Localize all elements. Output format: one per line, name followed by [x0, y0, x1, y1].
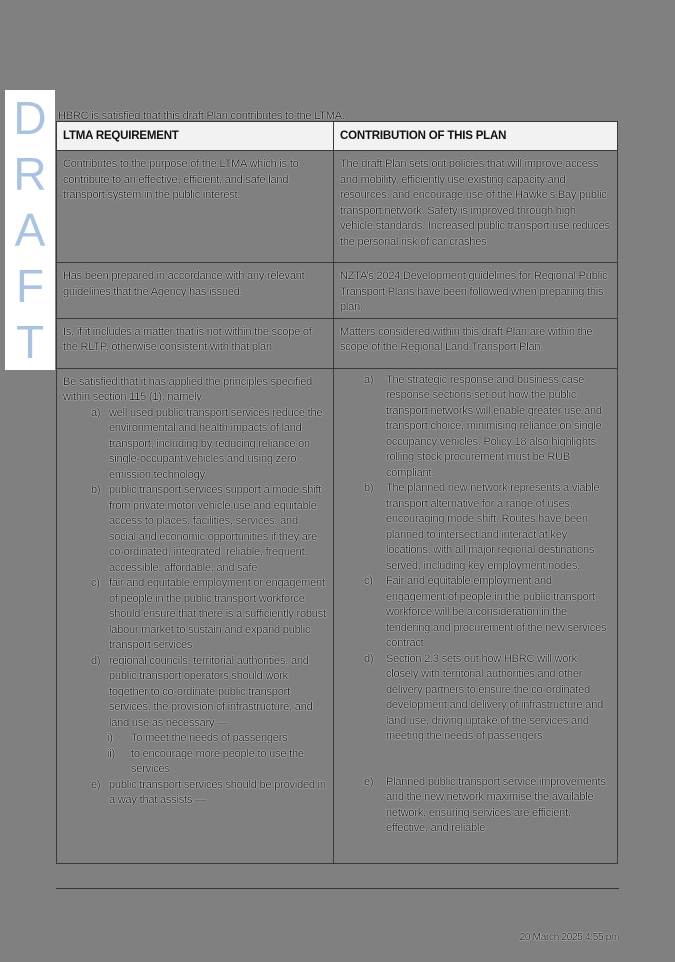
column-header-requirement: LTMA REQUIREMENT: [57, 122, 334, 151]
list-item-text: to encourage more people to use the services: [131, 747, 304, 775]
list-marker: a): [91, 406, 101, 419]
list-item: [63, 654, 327, 732]
list-item: [63, 747, 327, 778]
requirement-cell: Is, if it includes a matter that is not within the scope of the RLTP, otherwise consistent with that plan: [57, 318, 334, 368]
list-item-text: well used public transport services reduce the environmental and health impacts of land transport, including by reducing reliance on single-occupant vehicles and using zero-emission technology: [109, 406, 323, 481]
list-item: [63, 576, 327, 654]
list-item-text: fair and equitable employment or engagement of people in the public transport workforce should ensure that there is a sufficiently robust labour market to sustain and expand public transport services: [109, 577, 326, 651]
intro-text: HBRC is satisfied that this draft Plan contributes to the LTMA.: [58, 110, 345, 122]
list-item-text: Fair and equitable employment and engagement of people in the public transport workforce will be a consideration in the tendering and procurement of the new services contract: [386, 575, 607, 649]
watermark-letter: D: [7, 92, 53, 144]
principles-list: [63, 406, 327, 732]
list-marker: a): [364, 373, 374, 386]
draft-watermark: [6, 92, 54, 372]
list-marker: e): [91, 778, 101, 791]
list-marker: b): [364, 482, 374, 494]
contribution-cell: The draft Plan sets out policies that will improve access and mobility, efficiently use existing capacity and resources, and encourage use of the Hawke’s Bay public transport network. Safety is improved through high vehicle standards. Increased public transport use reduces the personal risk of car crashes.: [334, 151, 618, 263]
list-marker: d): [364, 652, 374, 665]
requirement-cell: Contributes to the purpose of the LTMA which is to contribute to an effective, efficient, and safe land transport system in the public interest.: [57, 151, 334, 263]
list-marker: c): [364, 575, 373, 587]
list-item: [340, 652, 611, 745]
list-marker: d): [91, 654, 101, 667]
requirement-cell: [57, 368, 334, 863]
ltma-requirements-table: [56, 121, 618, 864]
list-marker: e): [364, 775, 374, 788]
footer-divider: [56, 888, 619, 889]
list-item: [340, 775, 611, 837]
requirement-intro: Be satisfied that it has applied the principles specified within section 115 (1), namely: [63, 375, 313, 403]
list-item: [63, 406, 327, 484]
list-item: [63, 778, 327, 809]
contribution-cell: NZTA’s 2024 Development guidelines for Regional Public Transport Plans have been followed when preparing this plan.: [334, 263, 618, 319]
watermark-letter: R: [7, 148, 53, 200]
watermark-letter: A: [7, 204, 53, 256]
sub-list: [63, 731, 327, 778]
list-marker: i): [107, 732, 113, 744]
requirement-cell: Has been prepared in accordance with any relevant guidelines that the Agency has issued.: [57, 263, 334, 319]
list-item-text: To meet the needs of passengers: [131, 732, 288, 744]
watermark-letter: T: [7, 316, 53, 368]
contribution-list: [340, 373, 611, 837]
list-item: [340, 481, 611, 574]
list-item-text: public transport services support a mode shift from private motor vehicle use and equitable access to places, facilities, services, and social and economic opportunities if they are co-ordinated, integrated, reliable, frequent, accessible, affordable, and safe: [109, 484, 322, 574]
list-item-text: The strategic response and business case response sections set out how the public transport networks will enable greater use and transport choice, minimising reliance on single occupancy vehicles. Policy 18 also highlights rolling stock procurement must be RUB compliant.: [386, 373, 602, 479]
watermark-letter: F: [7, 260, 53, 312]
list-item-text: Planned public transport service improvements and the new network maximise the available network, ensuring services are efficient, effective, and reliable: [386, 775, 606, 834]
table-row: [57, 151, 618, 263]
list-item: [63, 731, 327, 747]
list-item-text: regional councils, territorial authorities, and public transport operators should work together to co-ordinate public transport services, the provision of infrastructure, and land use as necessary —: [109, 654, 313, 729]
table-row: [57, 263, 618, 319]
list-marker: c): [91, 577, 100, 589]
column-header-contribution: CONTRIBUTION OF THIS PLAN: [334, 122, 618, 151]
list-item: [63, 483, 327, 576]
contribution-cell: [334, 368, 618, 863]
list-item-text: Section 2.3 sets out how HBRC will work closely with territorial authorities and other delivery partners to ensure the co-ordinated development and delivery of infrastructure and land use, driving uptake of the services and meeting the needs of passengers.: [386, 652, 604, 742]
table-header-row: [57, 122, 618, 151]
footer-date: 20 March 2025 4:55 pm: [519, 932, 619, 943]
list-marker: b): [91, 484, 101, 496]
list-item-text: public transport services should be provided in a way that assists —: [109, 778, 326, 806]
list-marker: ii): [107, 747, 115, 760]
list-item: [340, 373, 611, 482]
list-item-text: The planned new network represents a viable transport alternative for a range of uses, encouraging mode shift. Routes have been planned to intersect and interact at key locations, with all major regional destinations served, including key employment nodes.: [386, 482, 600, 572]
table-row: [57, 318, 618, 368]
table-row: [57, 368, 618, 863]
list-item: [340, 574, 611, 652]
contribution-cell: Matters considered within this draft Plan are within the scope of the Regional Land Transport Plan.: [334, 318, 618, 368]
principles-list-continued: [63, 778, 327, 809]
